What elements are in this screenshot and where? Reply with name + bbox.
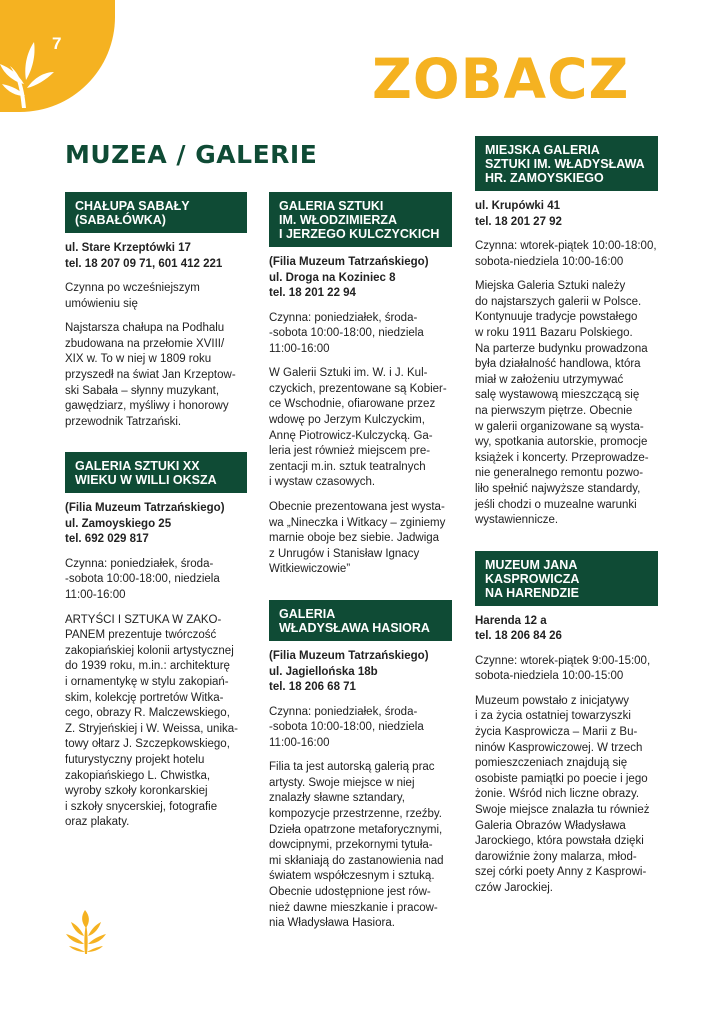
wheat-icon	[65, 908, 107, 956]
venue-title: MIEJSKA GALERIA SZTUKI IM. WŁADYSŁAWA HR. ZAMOYSKIEGO	[475, 136, 658, 191]
venue-description: W Galerii Sztuki im. W. i J. Kul- czyckich, prezentowane są Kobier- ce Wschodnie, ofiarowane przez wdowę po Jerzym Kulczyckim, Annę Piotrowicz-Kulczycką. Ga- leria jest również miejscem pre- zentacji m.in. sztuk teatralnych i wystaw czasowych.	[269, 367, 447, 489]
column-left	[65, 192, 247, 853]
venue-title: GALERIA SZTUKI IM. WŁODZIMIERZA I JERZEGO KULCZYCKICH	[269, 192, 452, 247]
venue-address-phone: Harenda 12 a tel. 18 206 84 26	[475, 614, 562, 643]
venue-card-galeria-kulczyckich	[269, 192, 452, 578]
venue-card-miejska-galeria	[475, 136, 658, 529]
venue-opening-hours: Czynne: wtorek-piątek 9:00-15:00, sobota-niedziela 10:00-15:00	[475, 654, 651, 683]
page-number: 7	[52, 34, 62, 53]
venue-title: GALERIA WŁADYSŁAWA HASIORA	[269, 600, 452, 641]
venue-description: ARTYŚCI I SZTUKA W ZAKO- PANEM prezentuje twórczość zakopiańskiej kolonii artystycznej do 1939 roku, m.in.: architekturę i ornamentykę w stylu zakopiań- skim, kolekcję portretów Witka- cego, obrazy R. Malczewskiego, Z. Stryjeńskiej i W. Weissa, unika- towy ołtarz J. Szczepkowskiego, futurystyczny projekt hotelu zakopiańskiego L. Chwistka, wyroby szkoły koronkarskiej i szkoły snycerskiej, fotografie oraz plakaty.	[65, 613, 238, 829]
venue-address-phone: ul. Stare Krzeptówki 17 tel. 18 207 09 71, 601 412 221	[65, 242, 223, 270]
venue-title: MUZEUM JANA KASPROWICZA NA HARENDZIE	[475, 551, 658, 606]
venue-address-phone: (Filia Muzeum Tatrzańskiego) ul. Jagiellońska 18b tel. 18 206 68 71	[269, 650, 429, 693]
venue-opening-hours: Czynna: wtorek-piątek 10:00-18:00, sobota-niedziela 10:00-16:00	[475, 240, 657, 268]
venue-card-muzeum-kasprowicza	[475, 551, 658, 897]
venue-card-willa-oksza	[65, 452, 247, 831]
column-right	[475, 136, 658, 919]
section-title: MUZEA / GALERIE	[65, 140, 318, 169]
venue-description: Muzeum powstało z inicjatywy i za życia ostatniej towarzyszki życia Kasprowicza – Marii z Bu- ninów Kasprowiczowej. W trzech pomieszczeniach znajdują się osobiste pamiątki po poecie i jego żonie. Wśród nich liczne obrazy. Swoje miejsce znalazła tu również Galeria Obrazów Władysława Jarockiego, która powstała dzięki darowiźnie żony malarza, młod- szej córki poety Anny z Kasprowi- czów Jarockiej.	[475, 694, 650, 894]
venue-card-chalupa-sabaly	[65, 192, 247, 430]
venue-exhibition-note: Obecnie prezentowana jest wysta- wa „Nineczka i Witkacy – zginiemy marnie oboje bez siebie. Jadwiga z Unrugów i Stanisław Ignacy Witkiewiczowie”	[269, 501, 446, 576]
venue-title: GALERIA SZTUKI XX WIEKU W WILLI OKSZA	[65, 452, 247, 493]
venue-opening-hours: Czynna: poniedziałek, środa- -sobota 10:00-18:00, niedziela 11:00-16:00	[65, 557, 220, 602]
venue-card-galeria-hasiora	[269, 600, 452, 932]
venue-opening-hours: Czynna po wcześniejszym umówieniu się	[65, 282, 200, 310]
venue-title: CHAŁUPA SABAŁY (SABAŁÓWKA)	[65, 192, 247, 233]
venue-description: Filia ta jest autorską galerią prac artysty. Swoje miejsce w niej znalazły sławne sztandary, kompozycje przestrzenne, rzeźby. Dzieła opatrzone metaforycznymi, dowcipnymi, przekornymi tytuła- mi skłaniają do zastanowienia nad światem współczesnym i sztuką. Obecnie udostępnione jest rów- nież dawne mieszkanie i pracow- nia Władysława Hasiora.	[269, 761, 444, 930]
venue-address-phone: (Filia Muzeum Tatrzańskiego) ul. Droga na Koziniec 8 tel. 18 201 22 94	[269, 256, 429, 299]
column-middle	[269, 192, 452, 954]
page-headline: ZOBACZ	[372, 47, 630, 111]
wheat-icon	[0, 38, 54, 110]
venue-address-phone: ul. Krupówki 41 tel. 18 201 27 92	[475, 200, 562, 228]
venue-opening-hours: Czynna: poniedziałek, środa- -sobota 10:00-18:00, niedziela 11:00-16:00	[269, 705, 424, 749]
venue-description: Najstarsza chałupa na Podhalu zbudowana na przełomie XVIII/ XIX w. To w niej w 1809 roku przyszedł na świat Jan Krzeptow- ski Sabała – słynny muzykant, gawędziarz, myśliwy i honorowy przewodnik Tatrzański.	[65, 322, 236, 428]
venue-opening-hours: Czynna: poniedziałek, środa- -sobota 10:00-18:00, niedziela 11:00-16:00	[269, 311, 424, 355]
venue-address-phone: (Filia Muzeum Tatrzańskiego) ul. Zamoyskiego 25 tel. 692 029 817	[65, 502, 225, 546]
venue-description: Miejska Galeria Sztuki należy do najstarszych galerii w Polsce. Kontynuuje tradycje powstałego w roku 1911 Bazaru Polskiego. Na parterze budynku prowadzona była działalność handlowa, która miał w założeniu utrzymywać salę wystawową mieszczącą się na pierwszym piętrze. Obecnie w galerii organizowane są wysta- wy, spotkania autorskie, promocje książek i koncerty. Przeprowadze- nie generalnego remontu pozwo- liło spełnić najwyższe standardy, jeśli chodzi o muzealne warunki wystawiennicze.	[475, 280, 649, 527]
